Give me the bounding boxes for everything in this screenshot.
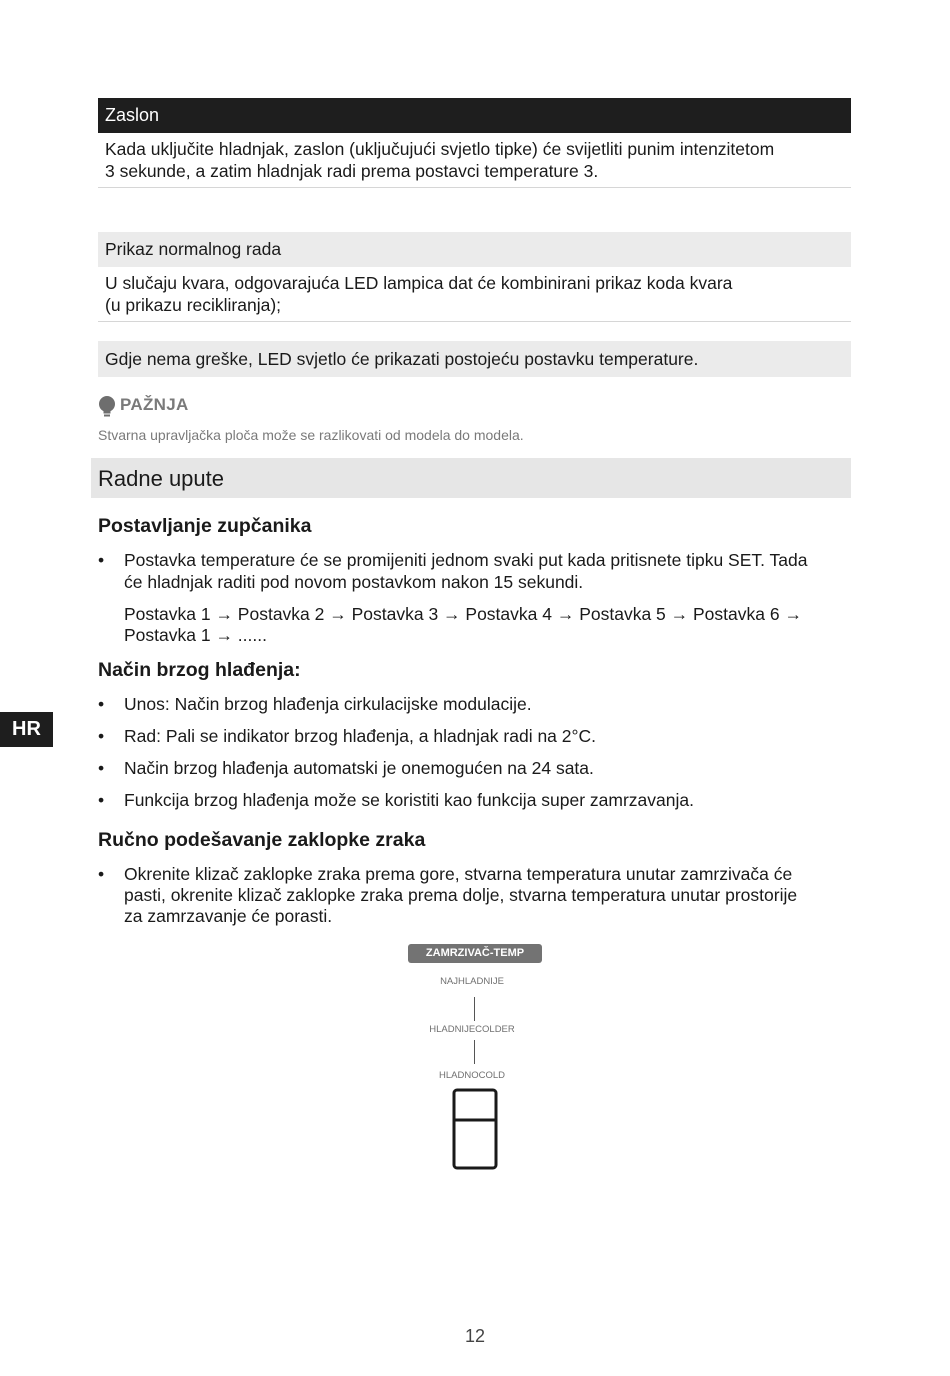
divider: [98, 321, 851, 322]
bullet-marker: •: [98, 550, 105, 570]
gear-setting-line2: će hladnjak raditi pod novom postavkom nakon 15 sekundi.: [124, 572, 584, 592]
heading-gear-setting: Postavljanje zupčanika: [98, 515, 312, 537]
section-header-zaslon: Zaslon: [98, 98, 851, 133]
heading-fast-cooling: Način brzog hlađenja:: [98, 659, 301, 681]
list-item: Unos: Način brzog hlađenja cirkulacijske modulacije.: [124, 694, 532, 714]
list-item: Rad: Pali se indikator brzog hlađenja, a hladnjak radi na 2°C.: [124, 726, 597, 746]
bullet-marker: •: [98, 694, 105, 714]
damper-line3: za zamrzavanje će porasti.: [124, 906, 333, 926]
bullet-marker: •: [98, 758, 105, 778]
setting-sequence-line2: Postavka 1 → ......: [124, 625, 267, 645]
bullet-marker: •: [98, 726, 105, 746]
level-coldest-label: NAJHLADNIJE: [440, 976, 504, 987]
heading-air-damper: Ručno podešavanje zaklopke zraka: [98, 829, 426, 851]
gear-setting-line1: Postavka temperature će se promijeniti jednom svaki put kada pritisnete tipku SET. Tada: [124, 550, 808, 570]
connector-line: [474, 1040, 475, 1064]
divider: [98, 187, 851, 188]
damper-line2: pasti, okrenite klizač zaklopke zraka prema dolje, stvarna temperatura unutar prostorije: [124, 885, 798, 905]
zaslon-text-line1: Kada uključite hladnjak, zaslon (uključujući svjetlo tipke) će svijetliti punim intenzitetom: [105, 139, 775, 159]
setting-sequence-line1: Postavka 1 → Postavka 2 → Postavka 3 → Postavka 4 → Postavka 5 → Postavka 6 →: [124, 604, 802, 624]
list-item: Funkcija brzog hlađenja može se koristiti kao funkcija super zamrzavanja.: [124, 790, 694, 810]
lightbulb-icon: [98, 396, 116, 418]
freezer-temp-label: ZAMRZIVAČ-TEMP: [408, 944, 542, 963]
page-number: 12: [464, 1326, 486, 1346]
list-item: Način brzog hlađenja automatski je onemogućen na 24 sata.: [124, 758, 594, 778]
level-cold-label: HLADNOCOLD: [439, 1070, 505, 1081]
damper-line1: Okrenite klizač zaklopke zraka prema gore, stvarna temperatura unutar zamrzivača će: [124, 864, 793, 884]
no-error-row: Gdje nema greške, LED svjetlo će prikazati postojeću postavku temperature.: [98, 341, 851, 377]
caution-text: Stvarna upravljačka ploča može se razlikovati od modela do modela.: [98, 427, 524, 443]
section-title-radne-upute: Radne upute: [91, 458, 851, 498]
normal-display-text-line1: U slučaju kvara, odgovarajuća LED lampica dat će kombinirani prikaz koda kvara: [105, 273, 733, 293]
normal-display-text-line2: (u prikazu recikliranja);: [105, 295, 282, 315]
bullet-marker: •: [98, 864, 105, 884]
connector-line: [474, 997, 475, 1021]
normal-display-header: Prikaz normalnog rada: [98, 232, 851, 267]
level-colder-label: HLADNIJECOLDER: [429, 1024, 515, 1035]
fridge-icon: [452, 1088, 498, 1170]
zaslon-text-line2: 3 sekunde, a zatim hladnjak radi prema postavci temperature 3.: [105, 161, 599, 181]
caution-title: PAŽNJA: [120, 395, 189, 414]
bullet-marker: •: [98, 790, 105, 810]
language-tab: HR: [0, 712, 53, 747]
